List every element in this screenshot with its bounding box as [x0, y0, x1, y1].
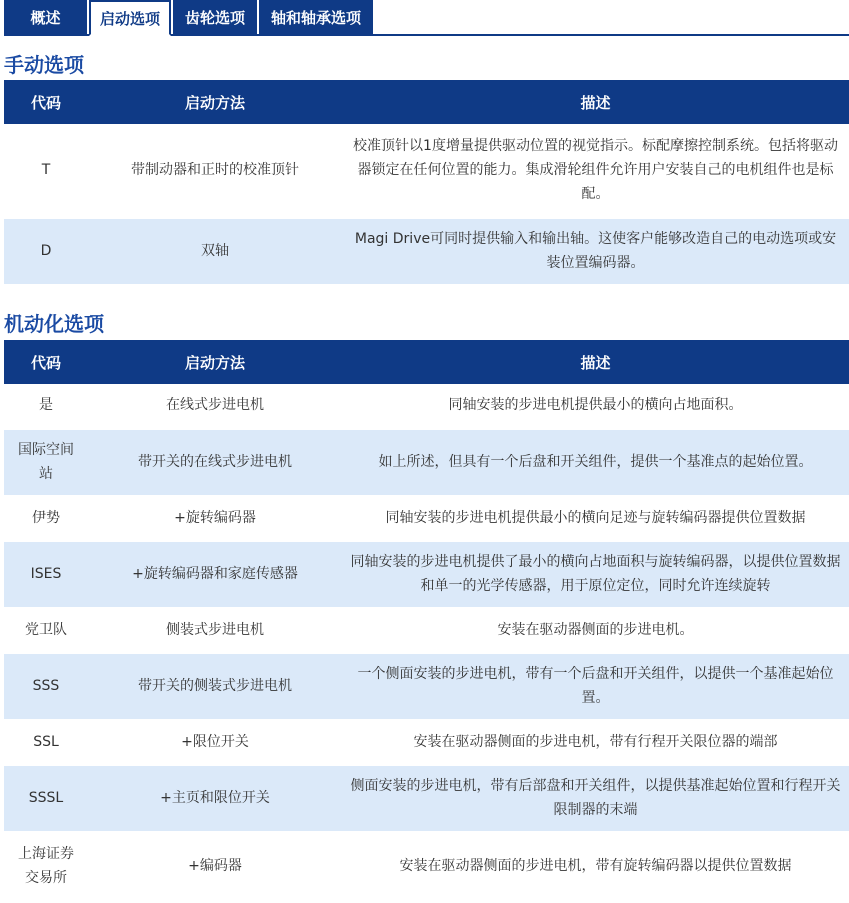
- cell-description: 如上所述，但具有一个后盘和开关组件，提供一个基准点的起始位置。: [342, 428, 849, 496]
- cell-description: 同轴安装的步进电机提供了最小的横向占地面积与旋转编码器，以提供位置数据和单一的光学传感器，用于原位定位，同时允许连续旋转: [342, 540, 849, 608]
- table-row: [4, 540, 849, 608]
- cell-description: 一个侧面安装的步进电机，带有一个后盘和开关组件，以提供一个基准起始位置。: [342, 652, 849, 720]
- cell-description: 同轴安装的步进电机提供最小的横向占地面积。: [342, 384, 849, 428]
- cell-description: 安装在驱动器侧面的步进电机，带有旋转编码器以提供位置数据: [342, 832, 849, 900]
- table-row: [4, 720, 849, 764]
- table-header-row: [4, 80, 849, 124]
- cell-method: +旋转编码器和家庭传感器: [88, 540, 342, 608]
- cell-method: +编码器: [88, 832, 342, 900]
- tab-gear-options[interactable]: 齿轮选项: [173, 0, 257, 34]
- table-row: [4, 428, 849, 496]
- manual-options-table: [4, 80, 849, 287]
- table-row: [4, 384, 849, 428]
- manual-options-title: 手动选项: [4, 53, 84, 77]
- cell-method: +限位开关: [88, 720, 342, 764]
- cell-code: ISES: [4, 540, 88, 608]
- cell-method: 在线式步进电机: [88, 384, 342, 428]
- cell-description: 安装在驱动器侧面的步进电机，带有行程开关限位器的端部: [342, 720, 849, 764]
- cell-method: 带开关的在线式步进电机: [88, 428, 342, 496]
- cell-method: 带开关的侧装式步进电机: [88, 652, 342, 720]
- column-header-method: 启动方法: [88, 80, 342, 124]
- table-row: [4, 496, 849, 540]
- cell-code: D: [4, 217, 88, 285]
- tab-startup-options[interactable]: 启动选项: [89, 0, 171, 36]
- cell-code: SSSL: [4, 764, 88, 832]
- column-header-description: 描述: [342, 340, 849, 384]
- table-row: [4, 764, 849, 832]
- motorized-options-title: 机动化选项: [4, 312, 104, 336]
- cell-method: 带制动器和正时的校准顶针: [88, 124, 342, 217]
- motorized-options-table: [4, 340, 849, 902]
- tab-shaft-bearing-options[interactable]: 轴和轴承选项: [259, 0, 373, 34]
- column-header-code: 代码: [4, 340, 88, 384]
- table-row: [4, 608, 849, 652]
- cell-description: Magi Drive可同时提供输入和输出轴。这使客户能够改造自己的电动选项或安装位置编码器。: [342, 217, 849, 285]
- cell-code: SSL: [4, 720, 88, 764]
- cell-code: 伊势: [4, 496, 88, 540]
- cell-code: SSS: [4, 652, 88, 720]
- table-row: [4, 832, 849, 900]
- column-header-description: 描述: [342, 80, 849, 124]
- column-header-code: 代码: [4, 80, 88, 124]
- cell-code: 是: [4, 384, 88, 428]
- cell-description: 安装在驱动器侧面的步进电机。: [342, 608, 849, 652]
- cell-description: 同轴安装的步进电机提供最小的横向足迹与旋转编码器提供位置数据: [342, 496, 849, 540]
- table-header-row: [4, 340, 849, 384]
- cell-method: 双轴: [88, 217, 342, 285]
- cell-code: 国际空间站: [4, 428, 88, 496]
- tab-bar: [4, 0, 849, 36]
- cell-code: 党卫队: [4, 608, 88, 652]
- cell-method: +主页和限位开关: [88, 764, 342, 832]
- tab-overview[interactable]: 概述: [4, 0, 87, 34]
- cell-method: +旋转编码器: [88, 496, 342, 540]
- cell-code: 上海证券交易所: [4, 832, 88, 900]
- table-row: [4, 217, 849, 285]
- cell-description: 校准顶针以1度增量提供驱动位置的视觉指示。标配摩擦控制系统。包括将驱动器锁定在任何位置的能力。集成滑轮组件允许用户安装自己的电机组件也是标配。: [342, 124, 849, 217]
- table-row: [4, 652, 849, 720]
- column-header-method: 启动方法: [88, 340, 342, 384]
- cell-code: T: [4, 124, 88, 217]
- table-row: [4, 124, 849, 217]
- cell-description: 侧面安装的步进电机，带有后部盘和开关组件，以提供基准起始位置和行程开关限制器的末端: [342, 764, 849, 832]
- cell-method: 侧装式步进电机: [88, 608, 342, 652]
